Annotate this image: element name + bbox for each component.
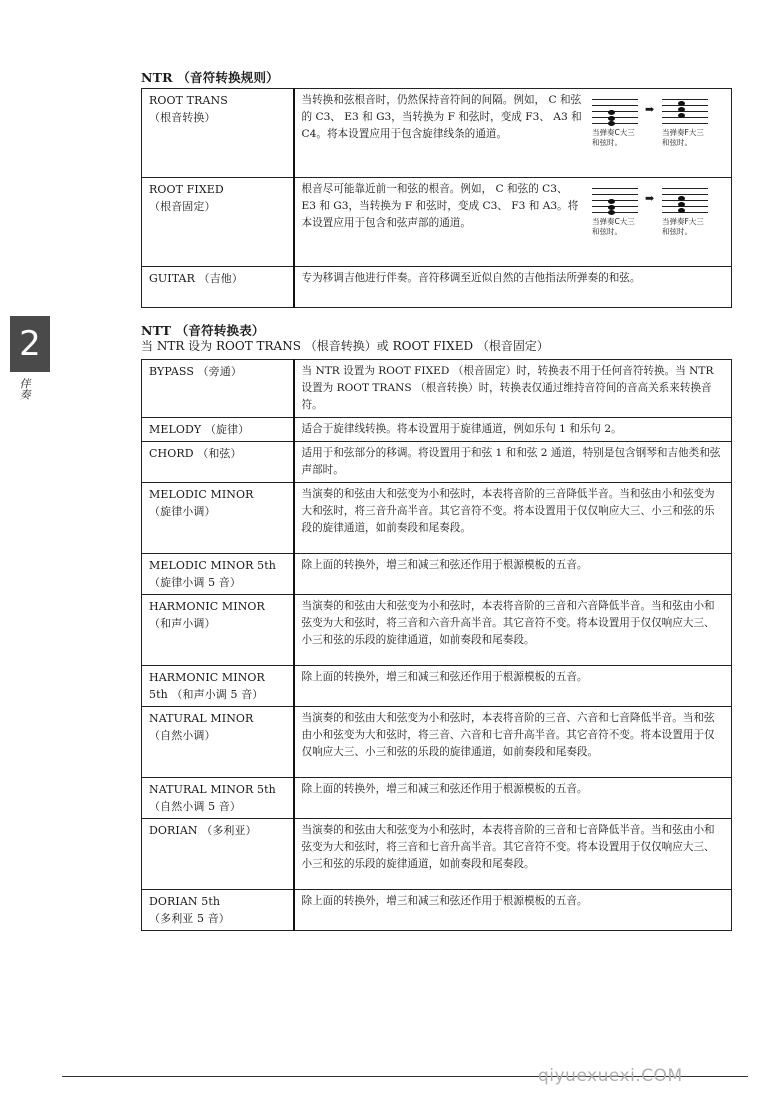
row-desc: 除上面的转换外，增三和减三和弦还作用于根源模板的五音。: [294, 666, 732, 707]
row-desc: 当演奏的和弦由大和弦变为小和弦时，本表将音阶的三音和六音降低半音。当和弦由小和弦变为大和弦时，将三音和六音升高半音。其它音符不变。将本设置用于仅仅响应大三、小三和弦的乐段的旋律通道，如前奏段和尾奏段。: [294, 595, 732, 666]
table-row: [142, 483, 732, 554]
row-desc: 除上面的转换外，增三和减三和弦还作用于根源模板的五音。: [294, 554, 732, 595]
caption-right: 当弹奏F大三 和弦时。: [662, 217, 704, 236]
ntr-title: NTR （音符转换规则）: [141, 70, 279, 85]
row-desc: 适用于和弦部分的移调。将设置用于和弦 1 和和弦 2 通道，特别是包含钢琴和吉他类和弦声部时。: [294, 442, 732, 483]
table-row: [142, 819, 732, 890]
staff-c-major: [592, 95, 638, 125]
staff-f-major: [662, 184, 708, 214]
table-row: [142, 360, 732, 418]
row-desc: 当演奏的和弦由大和弦变为小和弦时，本表将音阶的三音和七音降低半音。当和弦由小和弦变为大和弦时，将三音和七音升高半音。其它音符不变。将本设置用于仅仅响应大三、小三和弦的乐段的旋律通道，如前奏段和尾奏段。: [294, 819, 732, 890]
staff-f-major: [662, 95, 708, 125]
table-row: [142, 418, 732, 442]
row-name: ROOT FIXED （根音固定）: [142, 178, 294, 267]
table-row: [142, 442, 732, 483]
watermark: qiyuexuexi.COM: [538, 1066, 683, 1086]
row-name: ROOT TRANS （根音转换）: [142, 89, 294, 178]
row-desc: 除上面的转换外，增三和减三和弦还作用于根源模板的五音。: [294, 778, 732, 819]
ntt-subtitle: 当 NTR 设为 ROOT TRANS （根音转换）或 ROOT FIXED （根音固定）: [141, 339, 549, 353]
row-name: NATURAL MINOR （自然小调）: [142, 707, 294, 778]
row-name: MELODIC MINOR 5th （旋律小调 5 音）: [142, 554, 294, 595]
caption-right: 当弹奏F大三 和弦时。: [662, 128, 704, 147]
chord-diagram: [592, 95, 724, 151]
row-name: HARMONIC MINOR （和声小调）: [142, 595, 294, 666]
table-row: [142, 666, 732, 707]
row-desc: 当演奏的和弦由大和弦变为小和弦时，本表将音阶的三音降低半音。当和弦由小和弦变为大和弦时，将三音升高半音。其它音符不变。将本设置用于仅仅响应大三、小三和弦的乐段的旋律通道，如前奏段和尾奏段。: [294, 483, 732, 554]
ntr-table: [141, 88, 732, 308]
table-row: [142, 267, 732, 308]
table-row: [142, 89, 732, 178]
ntt-table: [141, 359, 732, 931]
table-row: [142, 707, 732, 778]
row-name: DORIAN （多利亚）: [142, 819, 294, 890]
row-name: CHORD （和弦）: [142, 442, 294, 483]
row-name: DORIAN 5th （多利亚 5 音）: [142, 890, 294, 931]
row-name: NATURAL MINOR 5th （自然小调 5 音）: [142, 778, 294, 819]
caption-left: 当弹奏C大三 和弦时。: [592, 217, 635, 236]
chapter-tab: 2: [10, 316, 50, 372]
row-name: MELODIC MINOR （旋律小调）: [142, 483, 294, 554]
arrow-right-icon: ➡: [645, 192, 655, 205]
row-desc: 适合于旋律线转换。将本设置用于旋律通道，例如乐句 1 和乐句 2。: [294, 418, 732, 442]
row-desc: 当转换和弦根音时，仍然保持音符间的间隔。例如， C 和弦的 C3、 E3 和 G3，当转换为 F 和弦时，变成 F3、 A3 和 C4。将本设置应用于包含旋律线条的通道。 ➡ 当弹奏C大三 和弦时。 当弹奏F大三 和弦时。: [294, 89, 732, 178]
row-desc: 根音尽可能靠近前一和弦的根音。例如， C 和弦的 C3、 E3 和 G3，当转换为 F 和弦时，变成 C3、 F3 和 A3。将本设置应用于包含和弦声部的通道。 ➡ 当弹奏C大三 和弦时。 当弹奏F大三 和弦时。: [294, 178, 732, 267]
table-row: [142, 778, 732, 819]
chord-diagram: [592, 184, 724, 240]
row-desc: 除上面的转换外，增三和减三和弦还作用于根源模板的五音。: [294, 890, 732, 931]
row-desc: 当 NTR 设置为 ROOT FIXED （根音固定）时，转换表不用于任何音符转换。当 NTR 设置为 ROOT TRANS （根音转换）时，转换表仅通过维持音符间的音高关系来转换音符。: [294, 360, 732, 418]
row-desc: 当演奏的和弦由大和弦变为小和弦时，本表将音阶的三音、六音和七音降低半音。当和弦由小和弦变为大和弦时，将三音、六音和七音升高半音。其它音符不变。将本设置用于仅仅响应大三、小三和弦的乐段的旋律通道，如前奏段和尾奏段。: [294, 707, 732, 778]
row-name: HARMONIC MINOR 5th （和声小调 5 音）: [142, 666, 294, 707]
row-name: GUITAR （吉他）: [142, 267, 294, 308]
caption-left: 当弹奏C大三 和弦时。: [592, 128, 635, 147]
table-row: [142, 554, 732, 595]
chapter-label: 伴奏: [18, 378, 31, 400]
ntt-title: NTT （音符转换表）: [141, 323, 265, 338]
arrow-right-icon: ➡: [645, 103, 655, 116]
table-row: [142, 595, 732, 666]
row-desc: 专为移调吉他进行伴奏。音符移调至近似自然的吉他指法所弹奏的和弦。: [294, 267, 732, 308]
table-row: [142, 890, 732, 931]
table-row: [142, 178, 732, 267]
row-name: BYPASS （旁通）: [142, 360, 294, 418]
row-name: MELODY （旋律）: [142, 418, 294, 442]
staff-c-major: [592, 184, 638, 214]
